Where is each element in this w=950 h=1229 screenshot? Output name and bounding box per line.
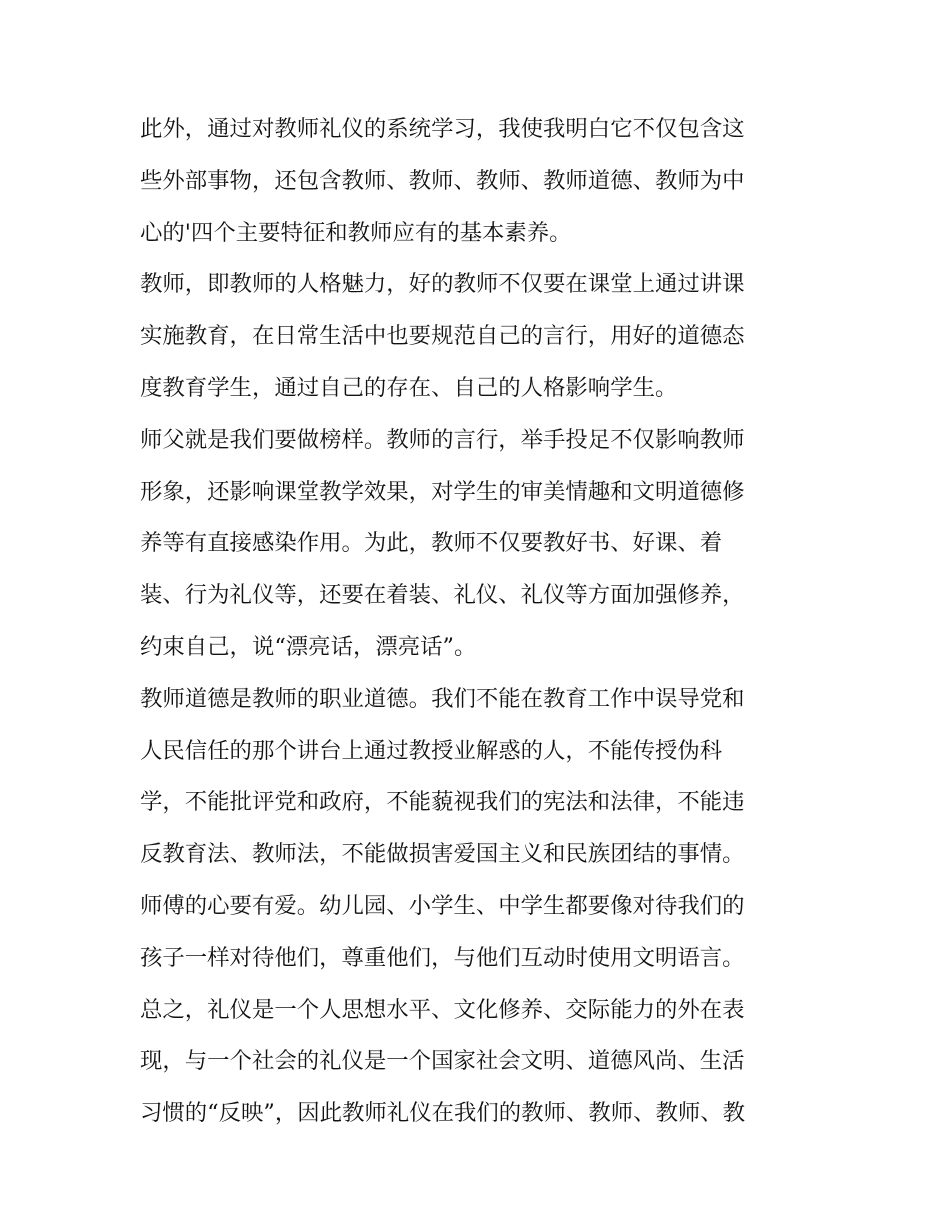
text-line: 现，与一个社会的礼仪是一个国家社会文明、道德风尚、生活: [140, 1048, 745, 1075]
text-line: 此外，通过对教师礼仪的系统学习，我使我明白它不仅包含这: [140, 116, 745, 142]
text-line: 实施教育，在日常生活中也要规范自己的言行，用好的道德态: [140, 323, 745, 350]
text-line: 总之，礼仪是一个人思想水平、文化修养、交际能力的外在表: [140, 996, 745, 1023]
text-line: 教师道德是教师的职业道德。我们不能在教育工作中误导党和: [140, 685, 745, 712]
text-line: 人民信任的那个讲台上通过教授业解惑的人，不能传授伪科: [140, 737, 723, 764]
text-line: 养等有直接感染作用。为此，教师不仅要教好书、好课、着: [140, 530, 723, 557]
text-line: 孩子一样对待他们，尊重他们，与他们互动时使用文明语言。: [140, 944, 745, 971]
text-line: 习惯的“反映”，因此教师礼仪在我们的教师、教师、教师、教: [140, 1100, 746, 1127]
text-line: 约束自己，说“漂亮话，漂亮话”。: [140, 633, 477, 660]
text-line: 学，不能批评党和政府，不能藐视我们的宪法和法律，不能违: [140, 789, 745, 816]
text-line: 些外部事物，还包含教师、教师、教师、教师道德、教师为中: [140, 167, 745, 194]
text-line: 师傅的心要有爱。幼儿园、小学生、中学生都要像对待我们的: [140, 892, 745, 919]
text-line: 心的'四个主要特征和教师应有的基本素养。: [140, 219, 572, 246]
text-line: 形象，还影响课堂教学效果，对学生的审美情趣和文明道德修: [140, 478, 745, 505]
text-line: 反教育法、教师法，不能做损害爱国主义和民族团结的事情。: [140, 841, 745, 868]
text-line: 教师，即教师的人格魅力，好的教师不仅要在课堂上通过讲课: [140, 271, 745, 298]
text-line: 装、行为礼仪等，还要在着装、礼仪、礼仪等方面加强修养，: [140, 582, 745, 609]
text-line: 度教育学生，通过自己的存在、自己的人格影响学生。: [140, 374, 678, 401]
text-line: 师父就是我们要做榜样。教师的言行，举手投足不仅影响教师: [140, 426, 745, 453]
body-text: [140, 104, 812, 1140]
